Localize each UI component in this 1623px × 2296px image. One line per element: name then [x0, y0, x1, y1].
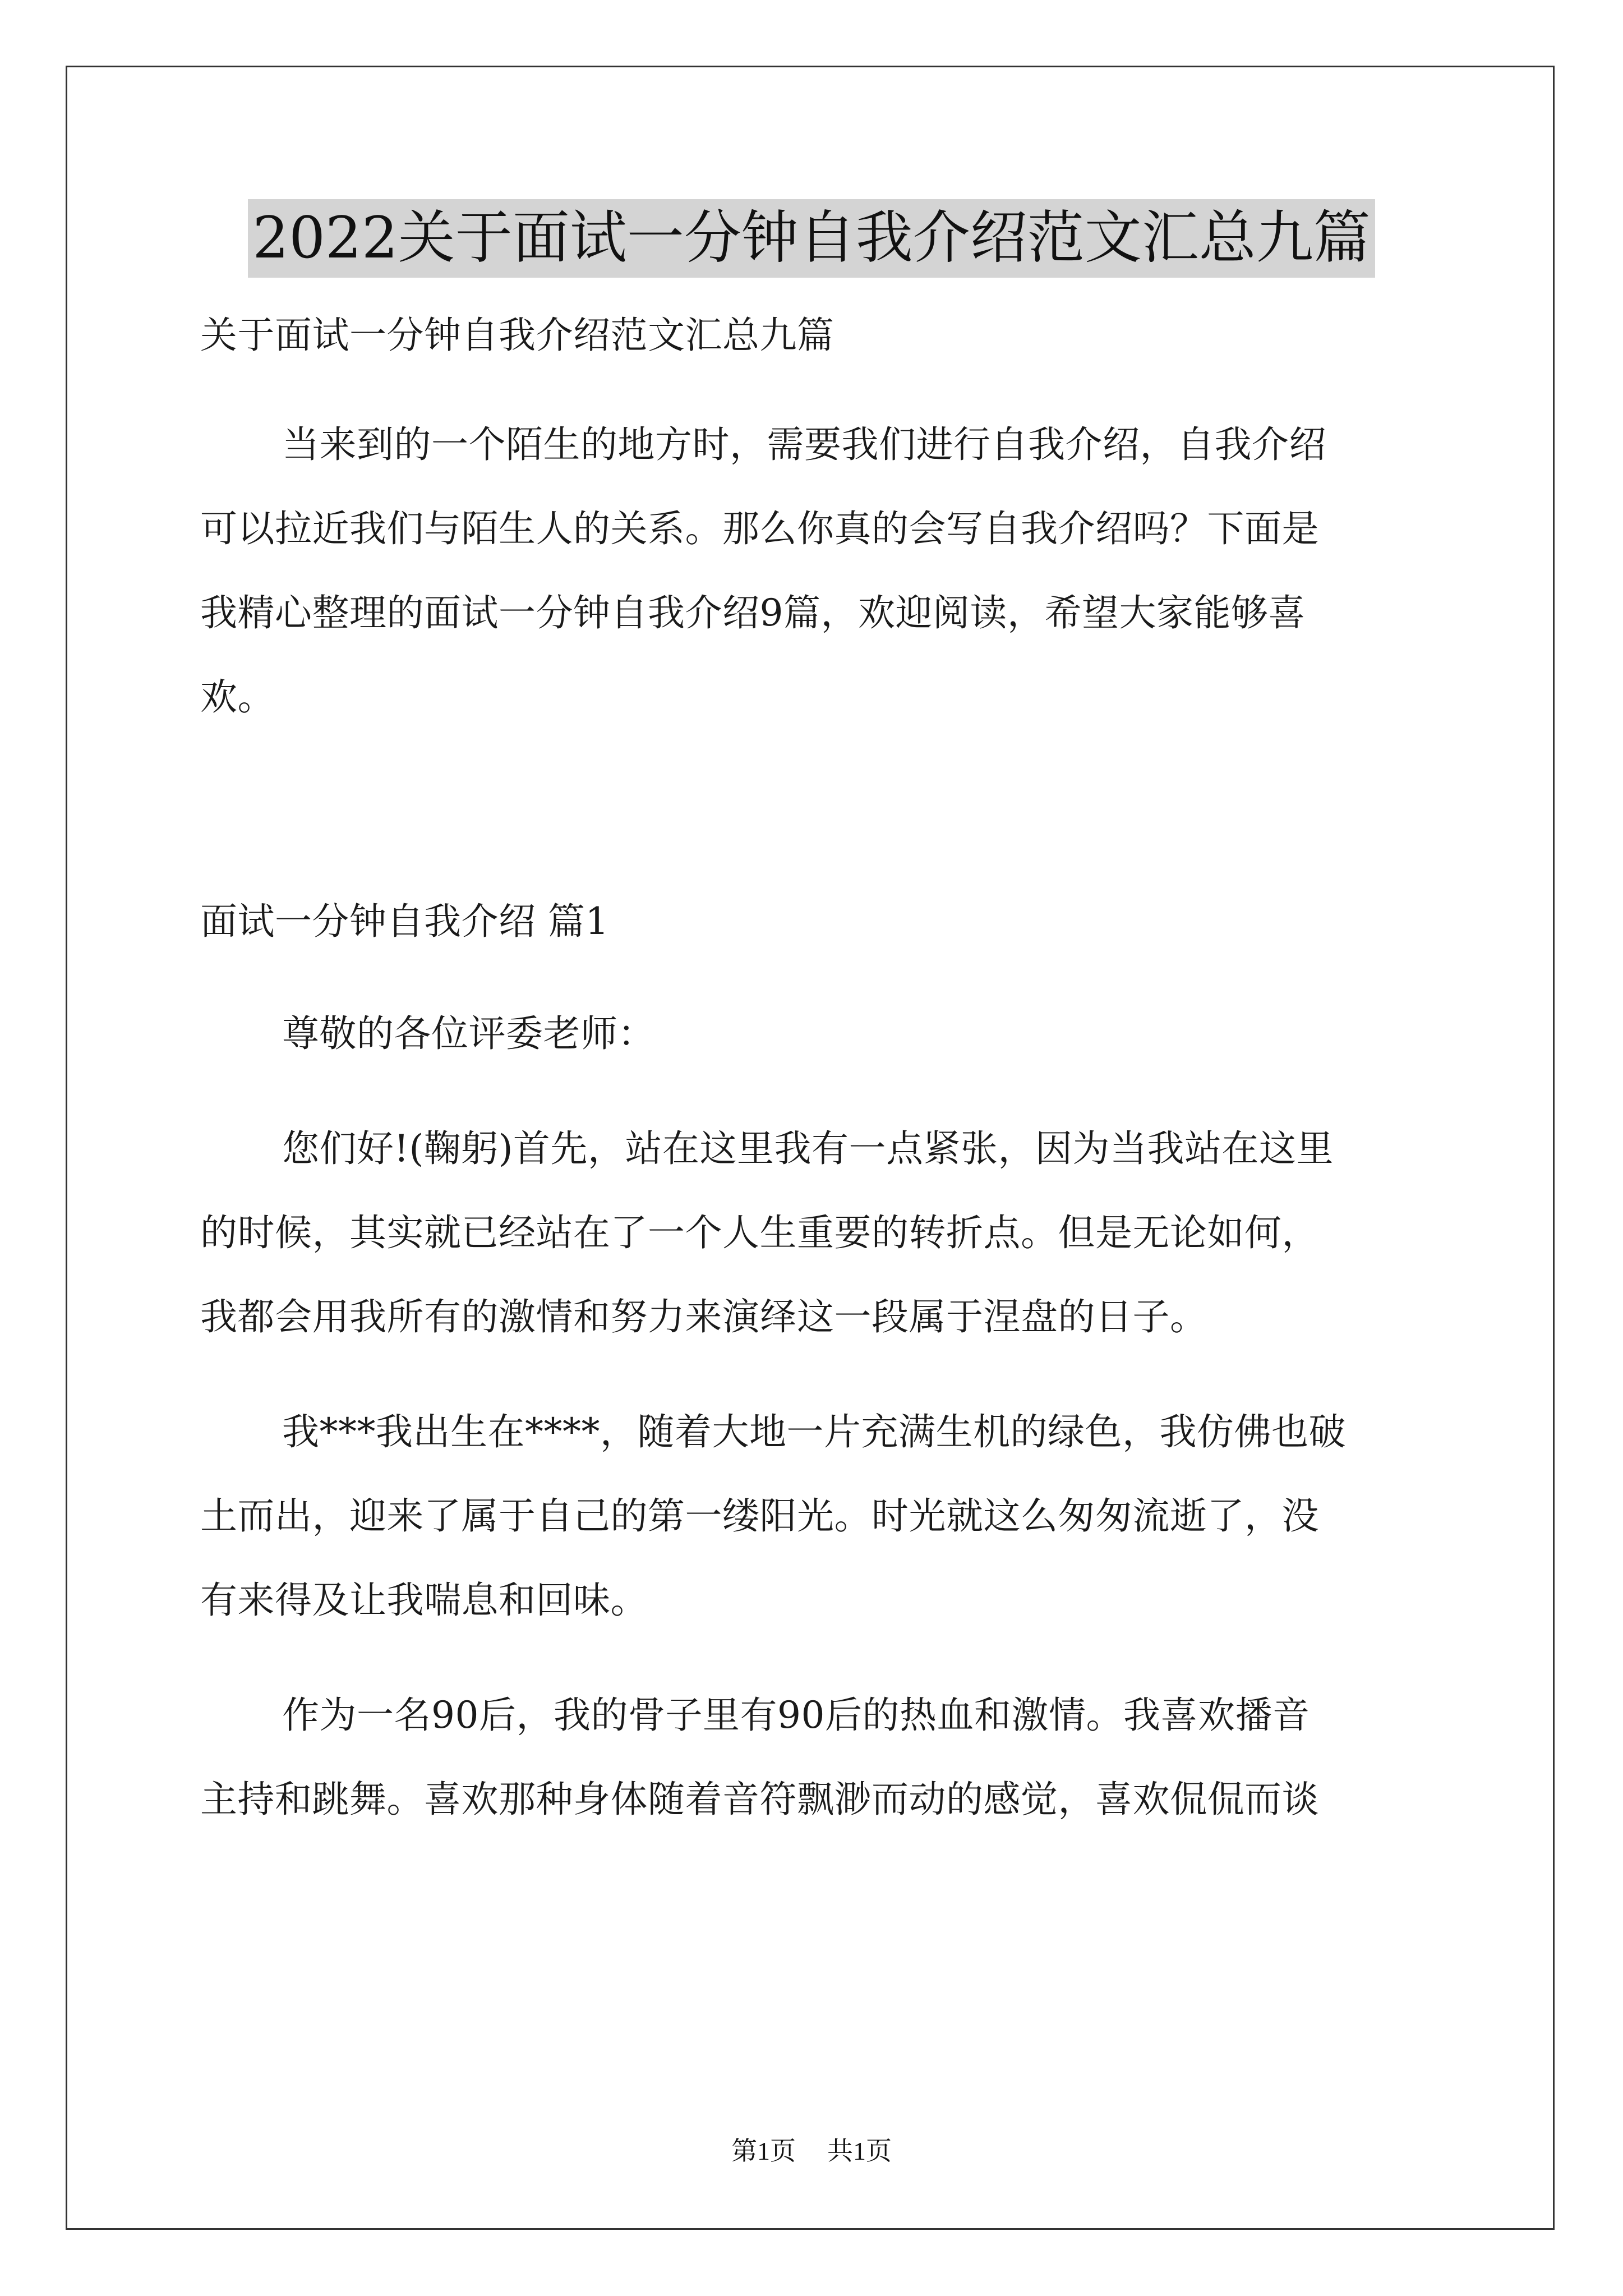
body-line: 主持和跳舞。喜欢那种身体随着音符飘渺而动的感觉，喜欢侃侃而谈	[200, 1778, 1319, 1821]
page-number: 第1页	[731, 2137, 796, 2165]
body-line: 土而出，迎来了属于自己的第一缕阳光。时光就这么匆匆流逝了，没	[200, 1494, 1319, 1538]
body-line: 的时候，其实就已经站在了一个人生重要的转折点。但是无论如何，	[200, 1211, 1319, 1254]
body-line: 作为一名90后，我的骨子里有90后的热血和激情。我喜欢播音	[282, 1694, 1310, 1737]
body-line: 当来到的一个陌生的地方时，需要我们进行自我介绍，自我介绍	[282, 423, 1326, 466]
page-footer	[0, 2134, 1623, 2168]
section-heading: 面试一分钟自我介绍 篇1	[200, 900, 609, 943]
body-line: 尊敬的各位评委老师：	[282, 1012, 655, 1055]
document-title: 2022关于面试一分钟自我介绍范文汇总九篇	[248, 199, 1375, 278]
body-line: 可以拉近我们与陌生人的关系。那么你真的会写自我介绍吗？下面是	[200, 507, 1319, 550]
body-line: 欢。	[200, 675, 275, 719]
body-line: 关于面试一分钟自我介绍范文汇总九篇	[200, 314, 834, 357]
body-line: 有来得及让我喘息和回味。	[200, 1579, 648, 1622]
body-line: 您们好!(鞠躬)首先，站在这里我有一点紧张，因为当我站在这里	[282, 1127, 1334, 1170]
body-line: 我***我出生在****，随着大地一片充满生机的绿色，我仿佛也破	[282, 1410, 1346, 1453]
body-line: 我都会用我所有的激情和努力来演绎这一段属于涅盘的日子。	[200, 1295, 1207, 1338]
blank-line	[200, 754, 212, 808]
body-line: 我精心整理的面试一分钟自我介绍9篇，欢迎阅读，希望大家能够喜	[200, 591, 1306, 634]
title-wrapper	[0, 199, 1623, 278]
page-total: 共1页	[827, 2137, 892, 2165]
